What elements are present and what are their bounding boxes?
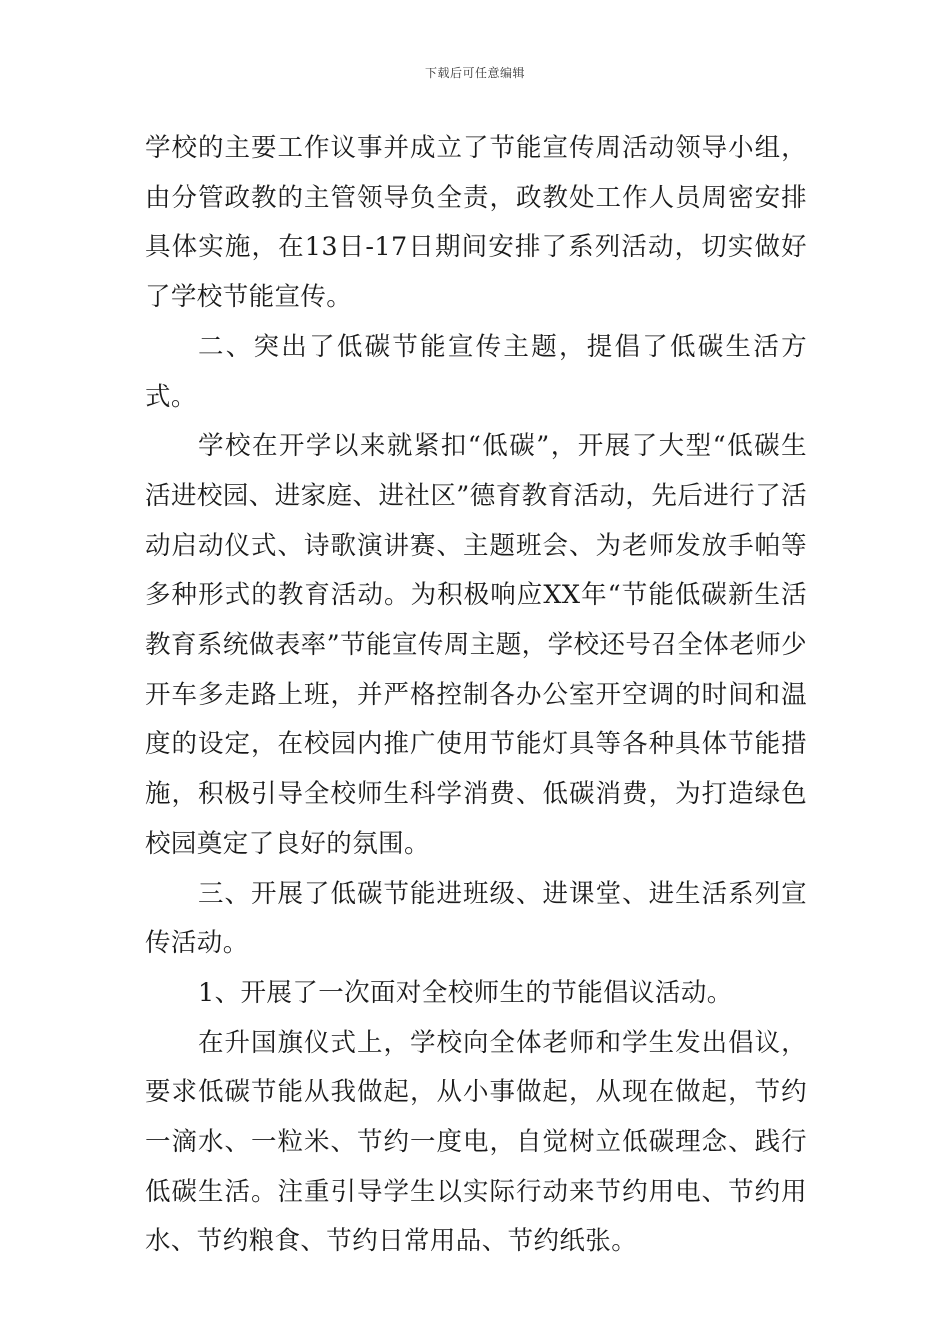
page-header: 下载后可任意编辑 (424, 66, 525, 80)
document-body (145, 124, 807, 1267)
paragraph-6: 在升国旗仪式上，学校向全体老师和学生发出倡议，要求低碳节能从我做起，从小事做起，从现在做起，节约一滴水、一粒米、节约一度电，自觉树立低碳理念、践行低碳生活。注重引导学生以实际行动来节约用电、节约用水、节约粮食、节约日常用品、节约纸张。 (145, 1027, 807, 1257)
section-heading-3: 三、开展了低碳节能进班级、进课堂、进生活系列宣传活动。 (145, 878, 807, 959)
paragraph-3: 学校在开学以来就紧扣“低碳”，开展了大型“低碳生活进校园、进家庭、进社区”德育教育活动，先后进行了活动启动仪式、诗歌演讲赛、主题班会、为老师发放手帕等多种形式的教育活动。为积极响应XX年“节能低碳新生活教育系统做表率”节能宣传周主题，学校还号召全体老师少开车多走路上班，并严格控制各办公室开空调的时间和温度的设定，在校园内推广使用节能灯具等各种具体节能措施，积极引导全校师生科学消费、低碳消费，为打造绿色校园奠定了良好的氛围。 (145, 431, 807, 859)
paragraph-1: 学校的主要工作议事并成立了节能宣传周活动领导小组，由分管政教的主管领导负全责，政教处工作人员周密安排具体实施，在13日-17日期间安排了系列活动，切实做好了学校节能宣传。 (145, 133, 807, 313)
section-heading-2: 二、突出了低碳节能宣传主题，提倡了低碳生活方式。 (145, 331, 807, 412)
subheading-1: 1、开展了一次面对全校师生的节能倡议活动。 (198, 977, 733, 1008)
